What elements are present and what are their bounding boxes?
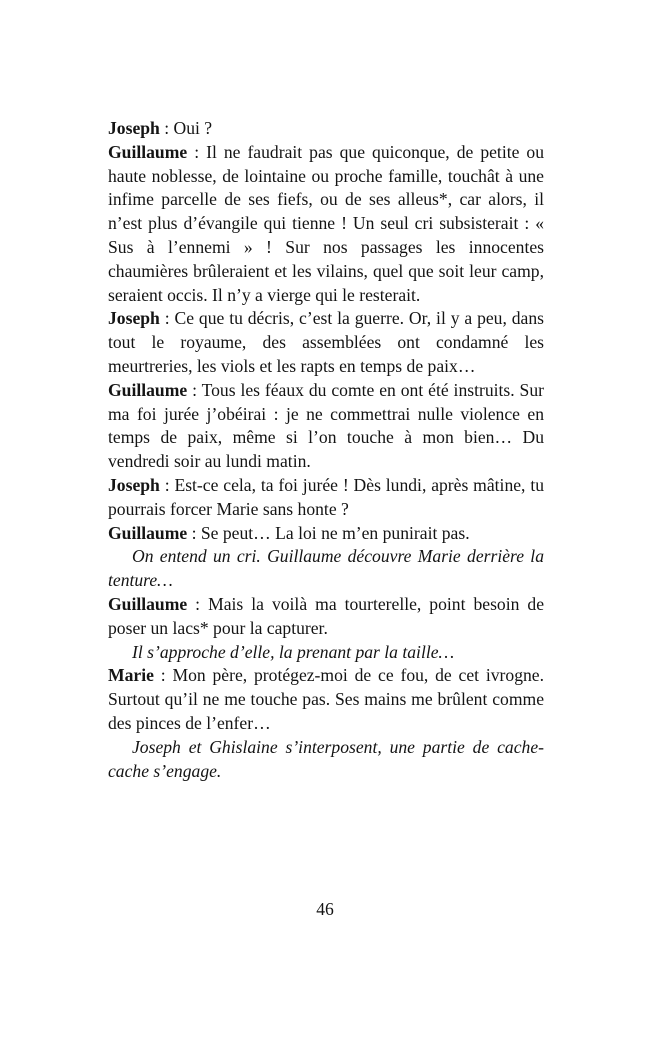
speaker-name: Marie: [108, 665, 154, 686]
dialogue-line: [108, 379, 544, 474]
dialogue-line: [108, 474, 544, 522]
dialogue-line: [108, 141, 544, 308]
stage-direction: On entend un cri. Guillaume découvre Marie derrière la tenture…: [108, 546, 544, 591]
stage-direction: Il s’approche d’elle, la prenant par la taille…: [132, 641, 455, 662]
speaker-name: Guillaume: [108, 593, 188, 614]
separator: :: [153, 665, 173, 686]
separator: :: [187, 379, 202, 400]
page-body: [108, 117, 544, 783]
speech-text: Est-ce cela, ta foi jurée ! Dès lundi, après mâtine, tu pourrais forcer Marie sans honte ?: [108, 474, 544, 519]
speaker-name: Guillaume: [108, 379, 188, 400]
speech-text: Mais la voilà ma tourterelle, point besoin de poser un lacs* pour la capturer.: [108, 593, 545, 638]
speech-text: Il ne faudrait pas que quiconque, de petite ou haute noblesse, de lointaine ou proche famille, touchât à une infime parcelle de ses fiefs, ou de ses alleus*, car alors, il n’est plus d’évangile qui tienne ! Un seul cri subsisterait : « Sus à l’ennemi » ! Sur nos passages les innocentes chaumières brûleraient et les vilains, quel que soit leur camp, seraient occis. Il n’y a vierge qui le resterait.: [108, 141, 544, 305]
stage-direction: Joseph et Ghislaine s’interposent, une partie de cache- cache s’engage.: [108, 736, 544, 781]
dialogue-line: [108, 664, 544, 735]
speaker-name: Guillaume: [108, 141, 188, 162]
speech-text: Mon père, protégez-moi de ce fou, de cet ivrogne. Surtout qu’il ne me touche pas. Ses mains me brûlent comme des pinces de l’enfer…: [108, 665, 545, 733]
speech-text: Oui ?: [173, 118, 213, 138]
speaker-name: Joseph: [108, 308, 160, 329]
separator: :: [187, 593, 209, 614]
separator: :: [159, 474, 175, 495]
speech-text: Se peut… La loi ne m’en punirait pas.: [200, 522, 470, 543]
speaker-name: Joseph: [108, 118, 160, 138]
dialogue-line: [108, 117, 544, 141]
separator: :: [187, 141, 207, 162]
page-number: 46: [316, 899, 334, 919]
speaker-name: Guillaume: [108, 522, 188, 543]
speaker-name: Joseph: [108, 474, 160, 495]
separator: :: [159, 118, 174, 138]
dialogue-line: [108, 522, 544, 546]
speech-text: Ce que tu décris, c’est la guerre. Or, il y a peu, dans tout le royaume, des assemblées ont condamné les meurtreries, les viols et les rapts en temps de paix…: [108, 308, 545, 376]
dialogue-line: [108, 307, 544, 378]
separator: :: [159, 308, 175, 329]
speech-text: Tous les féaux du comte en ont été instruits. Sur ma foi jurée j’obéirai : je ne commettrai nulle violence en temps de paix, même si l’on touche à mon bien… Du vendredi soir au lundi matin.: [108, 379, 545, 472]
dialogue-line: [108, 593, 544, 641]
separator: :: [187, 522, 201, 543]
